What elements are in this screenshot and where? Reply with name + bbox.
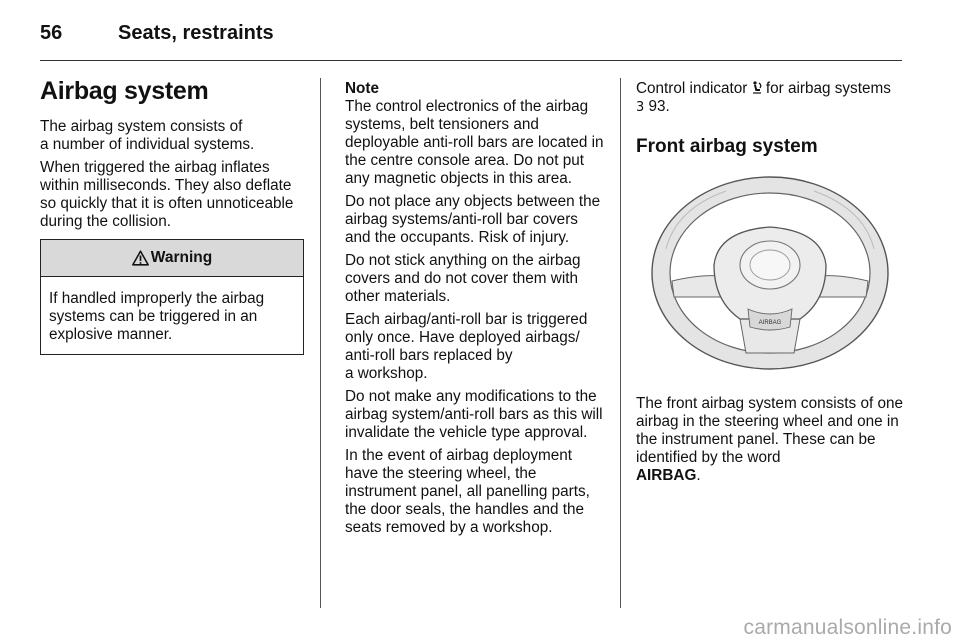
reference-text-pre: Control indicator bbox=[636, 80, 748, 97]
triggered-once-text: Each airbag/anti-roll bar is triggered only once. Have deployed airbags/ anti-roll bars replaced by bbox=[345, 311, 588, 364]
warning-text: If handled improperly the airbag systems can be triggered in an explosive manner. bbox=[49, 290, 265, 343]
airbag-word: AIRBAG bbox=[636, 467, 697, 484]
page-reference-number[interactable]: 93. bbox=[648, 98, 670, 115]
intro-paragraph bbox=[40, 118, 304, 154]
paragraph-deployment: In the event of airbag deployment have the steering wheel, the instrument panel, all panelling parts, the door seals, the handles and the seats removed by a workshop. bbox=[345, 447, 590, 536]
note-text: The control electronics of the airbag systems, belt tensioners and deployable anti-roll bars are located in the centre console area. Do not put any magnetic objects in this area. bbox=[345, 98, 604, 187]
control-indicator-reference bbox=[636, 80, 908, 117]
page-reference-arrow: 3 bbox=[636, 100, 645, 115]
column-1 bbox=[40, 76, 304, 355]
page-section-title: Seats, restraints bbox=[118, 22, 274, 44]
intro-line-1: The airbag system consists of bbox=[40, 118, 243, 135]
paragraph-covers: Do not stick anything on the airbag covers and do not cover them with other materials. bbox=[345, 252, 581, 305]
paragraph-modifications: Do not make any modifications to the airbag system/anti-roll bars as this will invalidate the vehicle type approval. bbox=[345, 388, 603, 441]
reference-text-post: for airbag systems bbox=[765, 80, 891, 97]
warning-title: Warning bbox=[150, 249, 213, 266]
header-rule bbox=[40, 60, 902, 61]
warning-box bbox=[40, 239, 304, 355]
column-divider-1 bbox=[320, 78, 321, 608]
steering-wheel-illustration bbox=[636, 169, 908, 395]
illustration-airbag-label: AIRBAG bbox=[758, 320, 782, 326]
steering-wheel-image bbox=[636, 169, 904, 382]
paragraph-triggered-once bbox=[345, 311, 607, 383]
column-divider-2 bbox=[620, 78, 621, 608]
airbag-indicator-icon bbox=[752, 81, 762, 94]
warning-triangle-icon bbox=[132, 250, 149, 266]
paragraph-objects: Do not place any objects between the airbag systems/anti-roll bar covers and the occupants. Risk of injury. bbox=[345, 193, 601, 246]
column-3 bbox=[636, 80, 908, 490]
column-2 bbox=[345, 80, 607, 542]
front-airbag-heading: Front airbag system bbox=[636, 136, 818, 157]
front-airbag-text: The front airbag system consists of one airbag in the steering wheel and one in the instrument panel. These can be identified by the word bbox=[636, 395, 903, 466]
airbag-word-suffix: . bbox=[696, 467, 701, 484]
watermark: carmanualsonline.info bbox=[743, 616, 952, 639]
triggered-once-workshop: a workshop. bbox=[345, 365, 428, 382]
section-heading: Airbag system bbox=[40, 77, 209, 105]
front-airbag-description bbox=[636, 395, 908, 485]
page-number: 56 bbox=[40, 22, 63, 44]
note-title: Note bbox=[345, 80, 379, 97]
warning-header bbox=[41, 240, 303, 277]
intro-line-2: a number of individual systems. bbox=[40, 136, 255, 153]
trigger-paragraph: When triggered the airbag inflates within milliseconds. They also deflate so quickly that it is often unnoticeable during the collision. bbox=[40, 159, 294, 230]
